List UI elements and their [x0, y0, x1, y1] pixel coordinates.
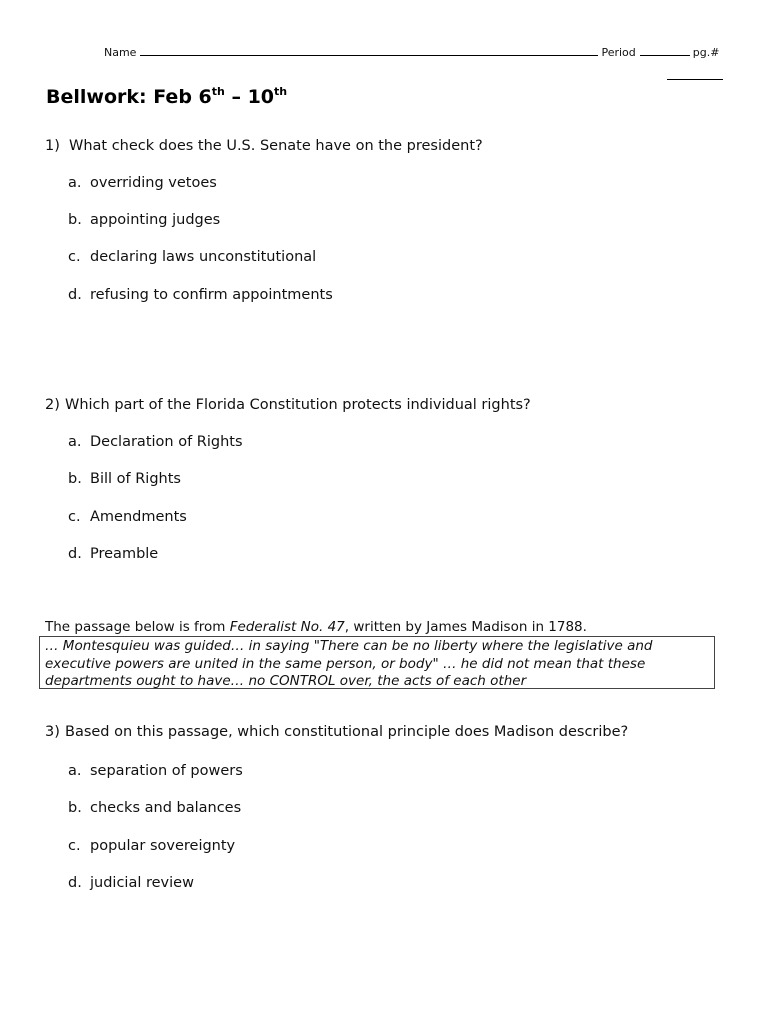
passage-source-title: Federalist No. 47 — [229, 619, 345, 635]
question-number: 1) — [45, 138, 60, 154]
option-text: checks and balances — [90, 800, 242, 816]
option-letter: c. — [68, 249, 81, 265]
option-text: Amendments — [90, 509, 187, 525]
option-text: refusing to confirm appointments — [90, 287, 333, 303]
passage-intro-after: , written by James Madison in 1788. — [344, 619, 587, 635]
question-1-option-d — [68, 287, 333, 303]
question-3-option-b — [68, 800, 241, 816]
question-3-option-d — [68, 875, 194, 891]
question-2 — [45, 397, 531, 413]
option-letter: d. — [68, 875, 82, 891]
option-letter: d. — [68, 287, 82, 303]
period-label: Period — [601, 46, 636, 59]
option-text: judicial review — [90, 875, 194, 891]
question-text: What check does the U.S. Senate have on the president? — [69, 138, 483, 154]
option-letter: a. — [68, 763, 82, 779]
name-label: Name — [104, 46, 137, 59]
question-3-option-c — [68, 838, 235, 854]
question-3-option-a — [68, 763, 243, 779]
worksheet-header — [104, 45, 719, 59]
title-superscript-1: th — [211, 85, 225, 98]
question-number: 3) — [45, 724, 60, 740]
passage-quote-box — [39, 636, 715, 689]
page-blank-line — [667, 79, 723, 80]
passage-line: departments ought to have… no CONTROL over, the acts of each other — [45, 673, 527, 689]
option-text: Preamble — [90, 546, 159, 562]
option-letter: b. — [68, 212, 82, 228]
question-2-option-a — [68, 434, 243, 450]
name-blank-line — [140, 45, 598, 56]
question-3 — [45, 724, 628, 740]
title-superscript-2: th — [274, 85, 288, 98]
option-text: overriding vetoes — [90, 175, 217, 191]
option-letter: a. — [68, 175, 82, 191]
period-blank-line — [640, 45, 690, 56]
option-letter: b. — [68, 800, 82, 816]
question-2-option-d — [68, 546, 158, 562]
question-text: Based on this passage, which constitutional principle does Madison describe? — [65, 724, 629, 740]
option-letter: d. — [68, 546, 82, 562]
option-text: Bill of Rights — [90, 471, 181, 487]
question-1-option-b — [68, 212, 220, 228]
page-label: pg.# — [692, 46, 720, 59]
passage-line: executive powers are united in the same person, or body" … he did not mean that these — [45, 655, 646, 672]
option-text: Declaration of Rights — [90, 434, 243, 450]
passage-intro — [45, 619, 587, 635]
option-text: popular sovereignty — [90, 838, 236, 854]
option-letter: a. — [68, 434, 82, 450]
question-number: 2) — [45, 397, 60, 413]
question-text: Which part of the Florida Constitution protects individual rights? — [65, 397, 531, 413]
title-prefix: Bellwork: Feb 6 — [46, 86, 212, 108]
question-1-option-c — [68, 249, 316, 265]
passage-line: … Montesquieu was guided… in saying "There can be no liberty where the legislative and — [45, 638, 653, 654]
question-1 — [45, 138, 483, 154]
option-text: declaring laws unconstitutional — [90, 249, 317, 265]
page-title — [46, 86, 287, 108]
option-letter: b. — [68, 471, 82, 487]
option-letter: c. — [68, 509, 81, 525]
question-2-option-b — [68, 471, 181, 487]
option-text: appointing judges — [90, 212, 221, 228]
passage-intro-before: The passage below is from — [45, 619, 230, 635]
option-letter: c. — [68, 838, 81, 854]
question-2-option-c — [68, 509, 187, 525]
question-1-option-a — [68, 175, 217, 191]
title-middle: – 10 — [224, 86, 275, 108]
option-text: separation of powers — [90, 763, 243, 779]
